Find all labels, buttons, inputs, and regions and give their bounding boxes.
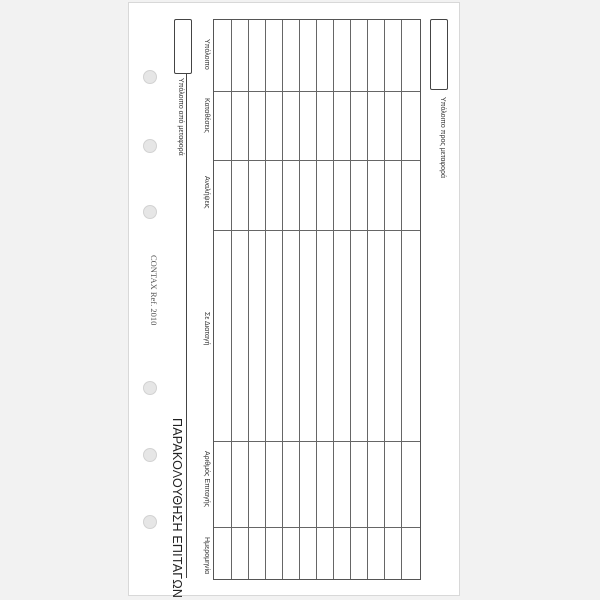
form-title: ΠΑΡΑΚΟΛΟΥΘΗΣΗ ΕΠΙΤΑΓΩΝ — [170, 418, 184, 599]
punch-hole — [143, 515, 157, 529]
row-line — [231, 20, 232, 579]
column-separator — [214, 441, 420, 442]
row-line — [384, 20, 385, 579]
title-rule — [186, 22, 187, 578]
column-header-balance: Υπόλοιπο — [203, 39, 210, 70]
punch-hole — [143, 139, 157, 153]
column-header-check-number: Αριθμός Επιταγής — [203, 451, 210, 507]
column-header-date: Ημερομηνία — [203, 537, 210, 575]
row-line — [299, 20, 300, 579]
row-line — [282, 20, 283, 579]
row-line — [401, 20, 402, 579]
column-separator — [214, 230, 420, 231]
row-line — [367, 20, 368, 579]
column-separator — [214, 91, 420, 92]
row-line — [333, 20, 334, 579]
ledger-grid[interactable] — [213, 19, 421, 580]
column-header-deposits: Καταθέσεις — [203, 98, 210, 133]
carried-to-label: Υπόλοιπο προς μεταφορά — [439, 97, 446, 179]
row-line — [316, 20, 317, 579]
column-header-payee: Σε Διαταγή — [203, 312, 210, 346]
row-line — [265, 20, 266, 579]
carried-from-label: Υπόλοιπο από μεταφορά — [177, 78, 184, 156]
column-header-withdrawals: Αναλήψεις — [203, 176, 210, 209]
row-line — [350, 20, 351, 579]
row-line — [248, 20, 249, 579]
carried-to-box[interactable] — [430, 19, 448, 90]
punch-hole — [143, 205, 157, 219]
punch-hole — [143, 448, 157, 462]
column-separator — [214, 527, 420, 528]
punch-hole — [143, 381, 157, 395]
carried-from-box[interactable] — [174, 19, 192, 74]
punch-hole — [143, 70, 157, 84]
brand-reference: CONTAX Ref. 2010 — [149, 255, 159, 326]
column-separator — [214, 160, 420, 161]
